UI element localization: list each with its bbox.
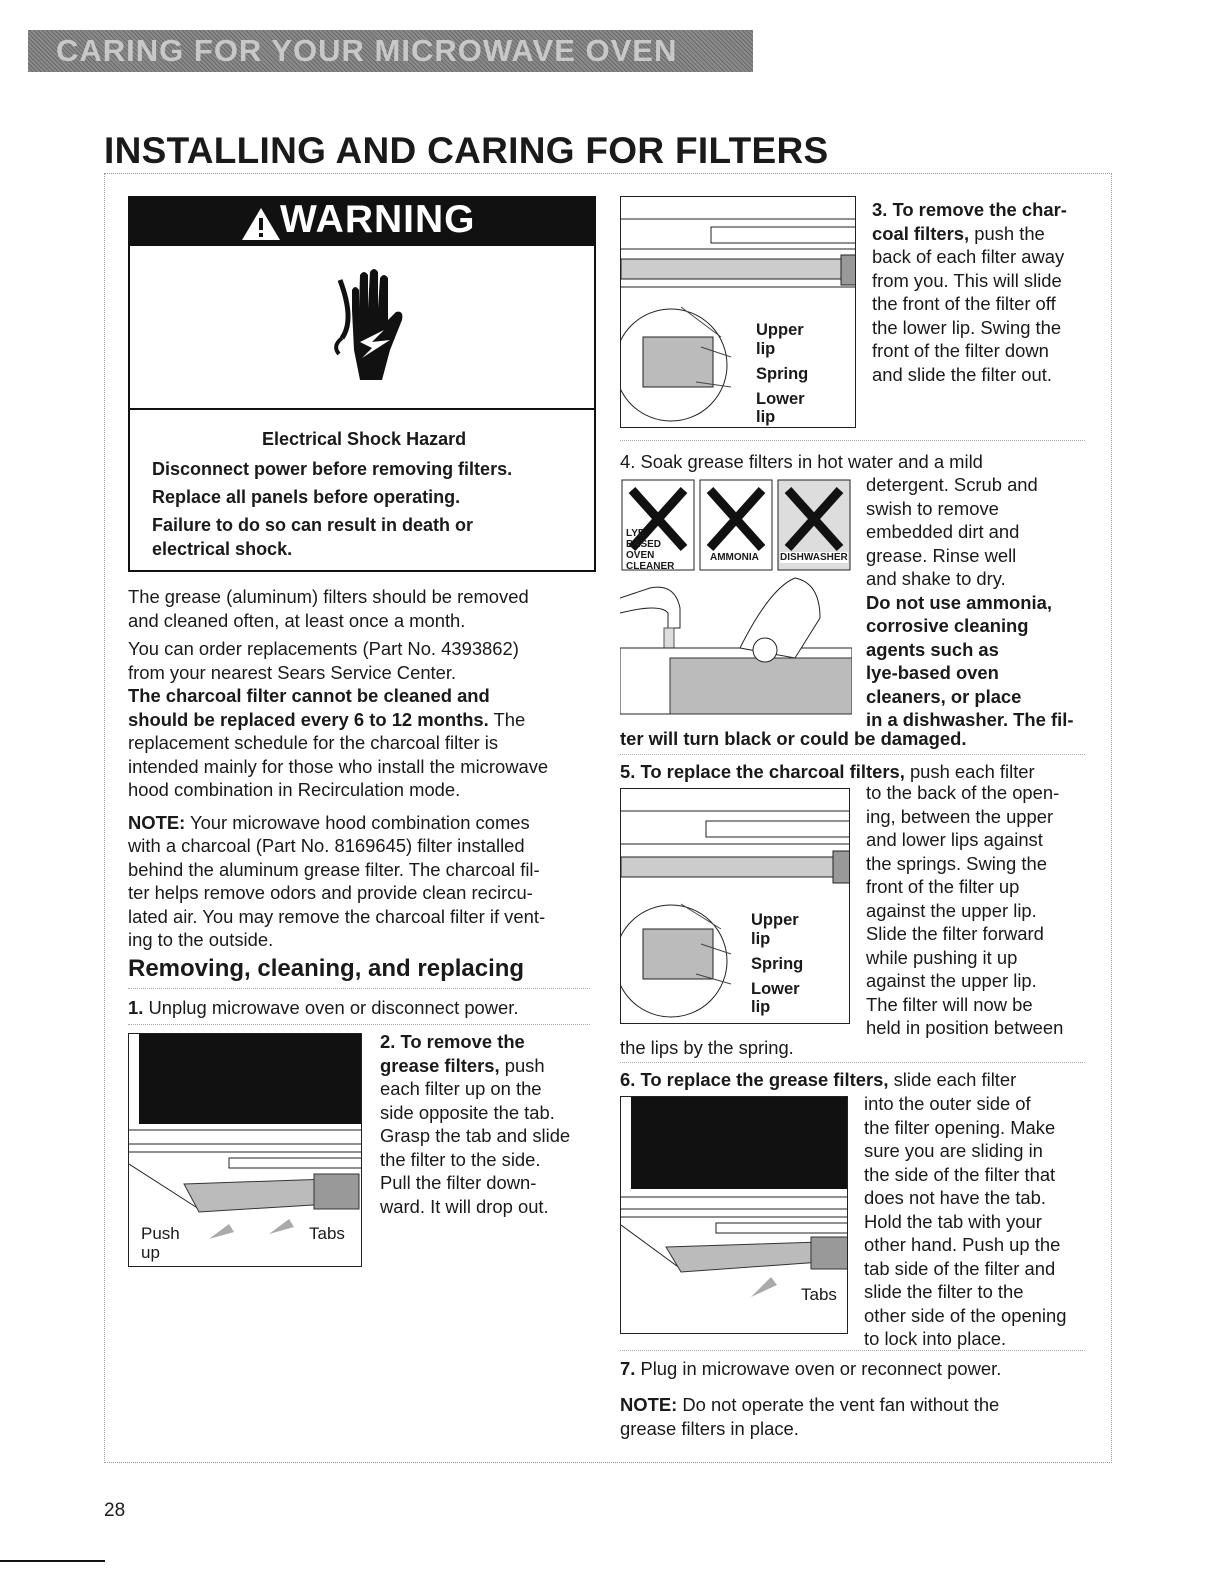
- note-line: grease filters in place.: [620, 1417, 799, 1439]
- charcoal-filter-replace-illustration: [621, 789, 850, 1024]
- dishwasher-label: DISHWASHER: [780, 552, 848, 563]
- figure-label-spring: Spring: [751, 955, 804, 973]
- step-line: the filter opening. Make: [864, 1116, 1056, 1138]
- step-line: Slide the filter forward: [866, 923, 1044, 944]
- step-bold-line: agents such as: [866, 638, 999, 660]
- step-bold-line: 3. To remove the char-: [872, 199, 1067, 220]
- paragraph-bold-line: should be replaced every 6 to 12 months.: [128, 708, 489, 730]
- step-5: [866, 781, 1096, 1040]
- figure-label-lower: Lower: [751, 980, 800, 998]
- step-line: the filter to the side.: [380, 1148, 541, 1170]
- note-line: ing to the outside.: [128, 929, 274, 950]
- warning-line: Disconnect power before removing filters.: [152, 459, 513, 479]
- step-line: front of the filter up: [866, 876, 1020, 897]
- step-line: other hand. Push up the: [864, 1234, 1061, 1255]
- paragraph-line: You can order replacements (Part No. 4393862): [128, 638, 519, 659]
- step-4-last-line: ter will turn black or could be damaged.: [620, 728, 967, 749]
- warning-line: electrical shock.: [152, 539, 293, 559]
- step-5-last-line: the lips by the spring.: [620, 1037, 794, 1058]
- step-text: Unplug microwave oven or disconnect power.: [143, 997, 519, 1018]
- step-line: against the upper lip.: [866, 899, 1037, 921]
- step-line: detergent. Scrub and: [866, 474, 1038, 495]
- warning-header: [128, 196, 596, 246]
- figure-label-spring: Spring: [756, 365, 809, 383]
- step-line: the springs. Swing the: [866, 852, 1047, 874]
- step-bold-line: 6. To replace the grease filters,: [620, 1069, 889, 1090]
- step-line: Hold the tab with your: [864, 1210, 1042, 1232]
- step-line: embedded dirt and: [866, 521, 1020, 542]
- ammonia-label: AMMONIA: [710, 552, 759, 563]
- step-line: and lower lips against: [866, 829, 1043, 850]
- warning-heading: WARNING: [280, 198, 476, 241]
- warning-line: Failure to do so can result in death or: [152, 515, 474, 535]
- section-banner: [28, 30, 753, 72]
- step-bold-line: coal filters,: [872, 222, 970, 244]
- step-line: each filter up on the: [380, 1078, 542, 1099]
- step-6: [864, 1092, 1096, 1351]
- figure-label-up: up: [141, 1243, 160, 1262]
- step-bold-line: in a dishwasher. The fil-: [866, 709, 1074, 730]
- figure-label-tabs: Tabs: [801, 1285, 837, 1304]
- step-line: and shake to dry.: [866, 568, 1006, 589]
- step-line: back of each filter away: [872, 246, 1065, 267]
- warning-line: Replace all panels before operating.: [152, 487, 461, 507]
- step-line: ward. It will drop out.: [380, 1195, 549, 1217]
- step-line: other side of the opening: [864, 1304, 1067, 1326]
- paragraph-line: hood combination in Recirculation mode.: [128, 779, 461, 800]
- section-subheading: Removing, cleaning, and replacing: [128, 955, 525, 982]
- step-line: to the back of the open-: [866, 782, 1060, 803]
- paragraph-line: and cleaned often, at least once a month.: [128, 609, 466, 631]
- replace-grease-filter-figure: [620, 1096, 848, 1334]
- step-3: [872, 198, 1097, 386]
- step-bold-line: Do not use ammonia,: [866, 591, 1052, 613]
- right-note: [620, 1393, 1090, 1440]
- step-line: from you. This will slide: [872, 269, 1062, 291]
- figure-label-lip: lip: [751, 998, 771, 1016]
- paragraph-line: The grease (aluminum) filters should be removed: [128, 586, 529, 607]
- note-label: NOTE:: [128, 811, 186, 833]
- note-label: NOTE:: [620, 1394, 678, 1415]
- step-line: grease. Rinse well: [866, 544, 1017, 566]
- lye-label: [626, 528, 674, 572]
- divider: [620, 440, 1085, 441]
- replace-charcoal-filter-figure: [620, 788, 850, 1024]
- step-line: to lock into place.: [864, 1328, 1007, 1349]
- note-line: with a charcoal (Part No. 8169645) filter installed: [128, 835, 525, 856]
- step-text: Plug in microwave oven or reconnect power.: [635, 1358, 1002, 1379]
- page-number: 28: [104, 1500, 126, 1521]
- step-inline: push the: [969, 222, 1045, 244]
- step-line: tab side of the filter and: [864, 1257, 1056, 1279]
- lye-label-line: BASED: [626, 539, 662, 550]
- step-line: into the outer side of: [864, 1093, 1031, 1114]
- step-5-first-line: [620, 760, 1035, 784]
- divider: [620, 754, 1085, 755]
- lye-label-line: CLEANER: [626, 561, 675, 572]
- step-line: front of the filter down: [872, 340, 1049, 361]
- step-line: sure you are sliding in: [864, 1140, 1043, 1161]
- step-line: side opposite the tab.: [380, 1101, 555, 1123]
- step-inline: push: [499, 1054, 545, 1076]
- step-inline: push each filter: [904, 761, 1035, 782]
- step-line: the front of the filter off: [872, 293, 1056, 314]
- step-number: 1.: [128, 997, 144, 1018]
- lye-label-line: OVEN: [626, 550, 655, 561]
- step-6-first-line: [620, 1068, 1016, 1092]
- paragraph-bold-line: The charcoal filter cannot be cleaned and: [128, 685, 490, 706]
- note-line: ter helps remove odors and provide clean recircu-: [128, 882, 533, 903]
- note-text: Do not operate the vent fan without the: [677, 1394, 1000, 1415]
- paragraph-line: replacement schedule for the charcoal filter is: [128, 732, 499, 753]
- figure-label-tabs: Tabs: [309, 1224, 345, 1243]
- step-1: [128, 996, 519, 1020]
- warning-triangle-icon: [240, 206, 282, 242]
- figure-label-upper: Upper: [756, 321, 804, 339]
- step-bold-line: cleaners, or place: [866, 685, 1022, 707]
- figure-label-lower: Lower: [756, 390, 805, 408]
- paragraph-line: from your nearest Sears Service Center.: [128, 661, 457, 683]
- figure-label-upper: Upper: [751, 911, 799, 929]
- hazard-title: Electrical Shock Hazard: [262, 429, 467, 449]
- step-line: against the upper lip.: [866, 970, 1037, 991]
- step-bold-line: lye-based oven: [866, 662, 999, 683]
- paragraph-inline: The: [488, 708, 526, 730]
- soak-filter-figure: [620, 478, 852, 718]
- warning-separator: [128, 408, 596, 410]
- divider: [128, 988, 590, 989]
- step-4-first-line: 4. Soak grease filters in hot water and a mild: [620, 451, 983, 472]
- step-line: the lower lip. Swing the: [872, 316, 1062, 338]
- paragraph-line: intended mainly for those who install the microwave: [128, 755, 549, 777]
- step-number: 7.: [620, 1358, 636, 1379]
- step-line: Grasp the tab and slide: [380, 1125, 571, 1146]
- page-title: INSTALLING AND CARING FOR FILTERS: [104, 130, 829, 171]
- remove-charcoal-filter-figure: [620, 196, 856, 428]
- lye-label-line: LYE: [626, 528, 645, 539]
- divider: [128, 1024, 590, 1025]
- step-line: the side of the filter that: [864, 1163, 1056, 1185]
- step-bold-line: 5. To replace the charcoal filters,: [620, 761, 905, 782]
- divider: [620, 1350, 1085, 1351]
- figure-label-push: Push: [141, 1224, 180, 1243]
- remove-grease-filter-figure: [128, 1033, 362, 1267]
- note-line: lated air. You may remove the charcoal filter if vent-: [128, 905, 546, 927]
- step-bold-line: 2. To remove the: [380, 1031, 525, 1052]
- step-bold-line: grease filters,: [380, 1054, 500, 1076]
- step-line: The filter will now be: [866, 993, 1033, 1015]
- step-inline: slide each filter: [888, 1069, 1017, 1090]
- figure-label-lip: lip: [756, 408, 776, 426]
- left-column-text: [128, 585, 598, 952]
- step-line: does not have the tab.: [864, 1187, 1047, 1208]
- figure-label-lip: lip: [756, 340, 776, 358]
- step-4: [866, 473, 1096, 732]
- step-bold-line: corrosive cleaning: [866, 615, 1029, 636]
- step-line: swish to remove: [866, 497, 999, 519]
- section-banner-text: CARING FOR YOUR MICROWAVE OVEN: [56, 33, 678, 68]
- figure-label-lip: lip: [751, 930, 771, 948]
- cleaning-illustration: [620, 478, 852, 718]
- note-line: behind the aluminum grease filter. The charcoal fil-: [128, 858, 540, 880]
- step-line: Pull the filter down-: [380, 1172, 537, 1193]
- step-line: slide the filter to the: [864, 1281, 1024, 1302]
- electric-shock-hand-icon: [280, 250, 430, 400]
- divider: [620, 1062, 1085, 1063]
- step-line: ing, between the upper: [866, 805, 1054, 827]
- step-7: [620, 1357, 1001, 1381]
- step-line: held in position between: [866, 1017, 1064, 1038]
- charcoal-filter-illustration: [621, 197, 856, 428]
- footer-rule: [0, 1560, 105, 1562]
- note-text: Your microwave hood combination comes: [185, 811, 530, 833]
- step-2: [380, 1030, 600, 1218]
- step-line: and slide the filter out.: [872, 363, 1052, 385]
- step-line: while pushing it up: [866, 946, 1018, 968]
